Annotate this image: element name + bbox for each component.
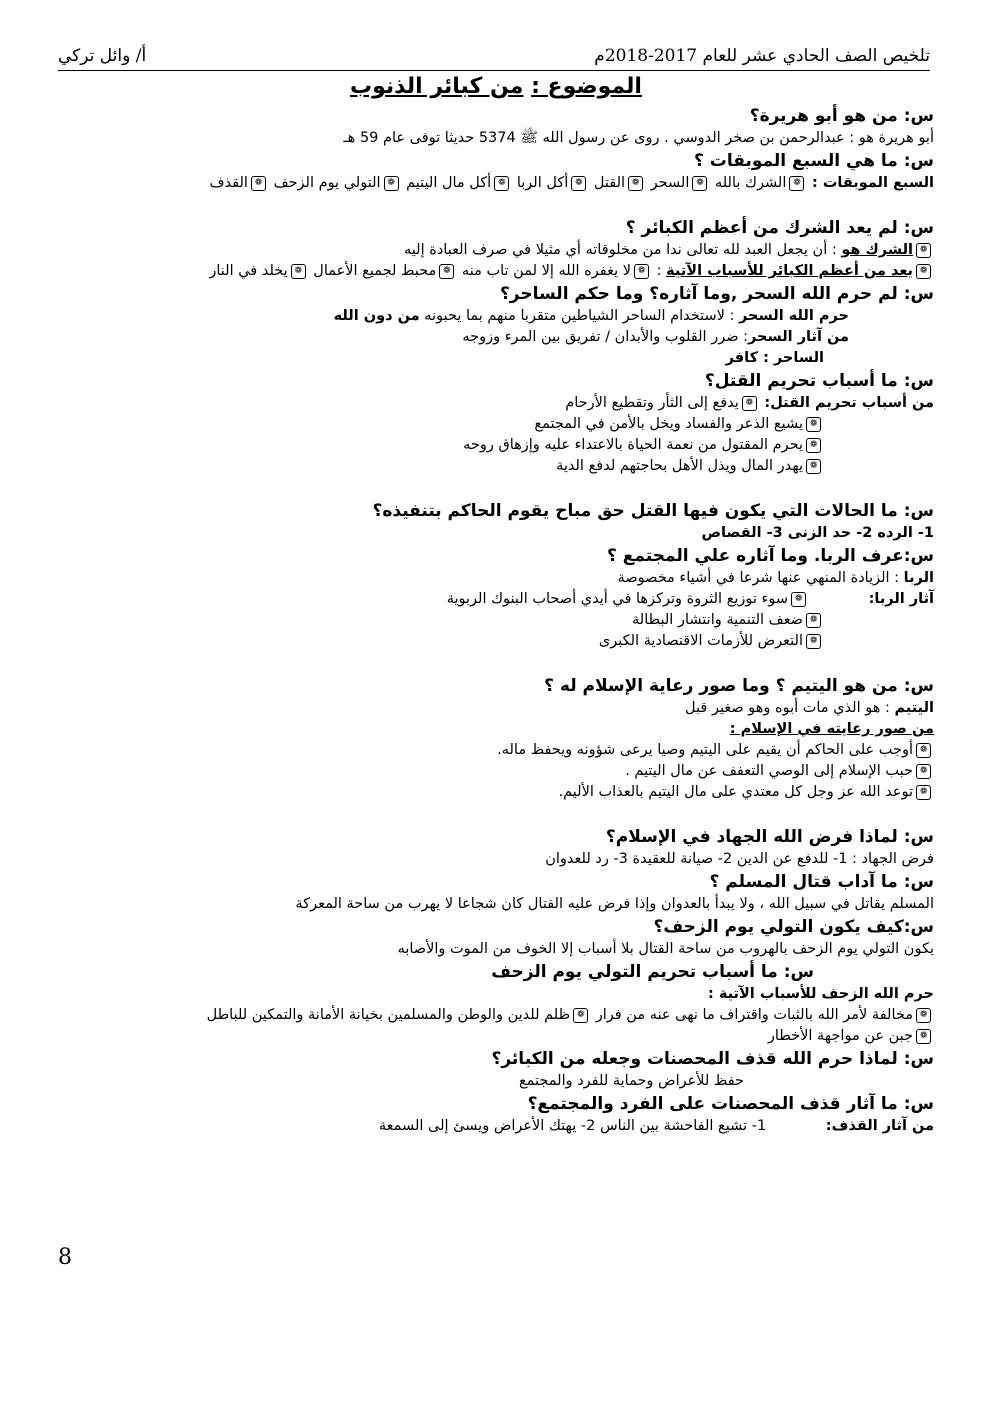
fleeing-reason: جبن عن مواجهة الأخطار: [767, 1028, 913, 1044]
ornament-icon: ❁: [742, 396, 757, 411]
answer-jihad: فرض الجهاد : 1- للدفع عن الدين 2- صيانة للعقيدة 3- رد للعدوان: [545, 851, 934, 867]
ornament-icon: ❁: [573, 1008, 588, 1023]
shirk-reason: محبط لجميع الأعمال: [313, 263, 437, 279]
ornament-icon: ❁: [916, 785, 931, 800]
answer-riba-definition: [60, 568, 934, 589]
answer-shirk-definition: [60, 240, 934, 261]
orphan-care-row: [60, 740, 934, 761]
sin-item: القتل: [593, 175, 626, 191]
answer-abu-hurairah: أبو هريرة هو : عبدالرحمن بن صخر الدوسي . روى عن رسول الله ﷺ 5374 حديثا توفى عام 59 هـ: [343, 130, 934, 146]
shirk-definition: : أن يجعل العبد لله تعالى ندا من مخلوقاته أي مثيلا في صرف العبادة إليه: [404, 242, 842, 258]
content-body: [60, 104, 934, 1137]
ornament-icon: ❁: [806, 459, 821, 474]
header-course-title: تلخيص الصف الحادي عشر للعام 2017-2018م: [594, 46, 930, 66]
slander-effects: 1- تشيع الفاحشة بين الناس 2- يهتك الأعراض ويسئ إلى السمعة: [378, 1118, 767, 1134]
ornament-icon: ❁: [916, 243, 931, 258]
ornament-icon: ❁: [806, 417, 821, 432]
answer-permitted-killing: 1- الرده 2- حد الزنى 3- القصاص: [701, 525, 934, 541]
ornament-icon: ❁: [791, 592, 806, 607]
ornament-icon: ❁: [916, 264, 931, 279]
ornament-icon: ❁: [806, 613, 821, 628]
question-jihad: س: لماذا فرض الله الجهاد في الإسلام؟: [605, 827, 934, 847]
ornament-icon: ❁: [806, 634, 821, 649]
riba-definition: : الزيادة المنهي عنها شرعا في أشياء مخصوصة: [617, 570, 904, 586]
sin-item: أكل الربا: [516, 175, 569, 191]
question-magic: س: لم حرم الله السحر ,وما آثاره؟ وما حكم الساحر؟: [499, 284, 934, 304]
ornament-icon: ❁: [291, 264, 306, 279]
title-prefix: الموضوع :: [531, 74, 642, 99]
ornament-icon: ❁: [692, 176, 707, 191]
shirk-term: الشرك هو: [841, 242, 913, 258]
ornament-icon: ❁: [628, 176, 643, 191]
orphan-term: اليتيم: [894, 700, 934, 716]
answer-slander-effects: [60, 1116, 934, 1137]
ornament-icon: ❁: [494, 176, 509, 191]
shirk-reason: لا يغفره الله إلا لمن تاب منه: [461, 263, 631, 279]
ornament-icon: ❁: [916, 1008, 931, 1023]
question-slander: س: لماذا حرم الله قذف المحصنات وجعله من الكبائر؟: [491, 1049, 934, 1069]
magic-term: حرم الله السحر: [739, 308, 849, 324]
killing-reasons-label: من أسباب تحريم القتل:: [764, 395, 934, 411]
fleeing-reason: مخالفة لأمر الله بالثبات واقتراف ما نهى عنه من فرار: [595, 1007, 913, 1023]
question-orphan: س: من هو اليتيم ؟ وما صور رعاية الإسلام له ؟: [544, 676, 934, 696]
answer-magic-ruling: [60, 306, 934, 327]
answer-killing-reasons: [60, 393, 934, 414]
killing-reason: يحرم المقتول من نعمة الحياة بالاعتداء عليه وإزهاق روحه: [463, 437, 803, 453]
ornament-icon: ❁: [571, 176, 586, 191]
question-killing: س: ما أسباب تحريم القتل؟: [704, 371, 934, 391]
question-fighting-ethics: س: ما آداب قتال المسلم ؟: [709, 872, 934, 892]
orphan-care-row: [60, 782, 934, 803]
riba-effect: سوء توزيع الثروة وتركزها في أيدي أصحاب البنوك الربوية: [446, 591, 788, 607]
riba-term: الربا: [903, 570, 934, 586]
ornament-icon: ❁: [251, 176, 266, 191]
ornament-icon: ❁: [916, 764, 931, 779]
answer-riba-effects: [60, 589, 934, 610]
orphan-care-item: توعد الله عز وجل كل معتدي على مال اليتيم بالعذاب الأليم.: [558, 784, 913, 800]
orphan-care-item: حبب الإسلام إلى الوصي التعفف عن مال اليتيم .: [625, 763, 913, 779]
magic-effects-label: من آثار السحر: [748, 329, 849, 345]
killing-reason: يشيع الذعر والفساد ويخل بالأمن في المجتمع: [534, 416, 803, 432]
riba-effect-row: [60, 631, 934, 652]
answer-fighting-ethics: المسلم يقاتل في سبيل الله ، ولا يبدأ بالعدوان وإذا فرض عليه القتال كان شجاعا لا يهرب من ساحة المعركة: [295, 896, 934, 912]
page-number: 8: [58, 1245, 72, 1270]
killing-reason: يدفع إلى الثأر وتقطيع الأرحام: [565, 395, 739, 411]
fleeing-reasons-label: حرم الله الزحف للأسباب الآتية :: [708, 986, 934, 1002]
orphan-care-label: من صور رعايته في الإسلام :: [729, 721, 934, 737]
question-abu-hurairah: س: من هو أبو هريرة؟: [749, 106, 934, 126]
question-slander-effects: س: ما آثار قذف المحصنات على الفرد والمجتمع؟: [527, 1094, 934, 1114]
question-permitted-killing: س: ما الحالات التي يكون فيها القتل حق مباح يقوم الحاكم بتنفيذه؟: [372, 501, 934, 521]
answer-shirk-reasons: ❁يعد من أعظم الكبائر للأسباب الآتية : ❁لا يغفره الله إلا لمن تاب منه ❁محبط لجميع الأعمال ❁يخلد في النار: [60, 261, 934, 282]
title-main: من كبائر الذنوب: [350, 74, 524, 99]
riba-effects-label: آثار الربا:: [868, 591, 934, 607]
killing-reason-row: [60, 435, 934, 456]
answer-magic-effects: [60, 327, 934, 348]
question-shirk: س: لم يعد الشرك من أعظم الكبائر ؟: [625, 218, 934, 238]
riba-effect: التعرض للأزمات الاقتصادية الكبرى: [598, 633, 803, 649]
seven-sins-label: السبع الموبقات :: [811, 175, 934, 191]
sin-item: الشرك بالله: [714, 175, 787, 191]
answer-fleeing: يكون التولي يوم الزحف بالهروب من ساحة القتال بلا أسباب إلا الخوف من الموت والأصابه: [397, 941, 934, 957]
riba-effect-row: [60, 610, 934, 631]
question-seven-sins: س: ما هي السبع الموبقات ؟: [693, 151, 934, 171]
question-fleeing-reasons: س: ما أسباب تحريم التولي يوم الزحف: [491, 962, 814, 982]
answer-slander: حفظ للأعراض وحماية للفرد والمجتمع: [518, 1073, 744, 1089]
sin-item: القذف: [209, 175, 248, 191]
answer-orphan-definition: [60, 698, 934, 719]
ornament-icon: ❁: [806, 438, 821, 453]
answer-seven-sins: [60, 173, 934, 194]
magic-reason: : لاستخدام الساحر الشياطين متقربا منهم بما يحبونه: [419, 308, 740, 324]
riba-effect: ضعف التنمية وانتشار البطالة: [632, 612, 803, 628]
question-fleeing: س:كيف يكون التولي يوم الزحف؟: [653, 917, 934, 937]
slander-effects-label: من آثار القذف:: [825, 1118, 934, 1134]
page-title: [0, 74, 992, 99]
ornament-icon: ❁: [916, 1029, 931, 1044]
orphan-care-row: [60, 761, 934, 782]
ornament-icon: ❁: [789, 176, 804, 191]
fleeing-reasons-row: [60, 1005, 934, 1026]
shirk-reasons-label: يعد من أعظم الكبائر للأسباب الآتية: [666, 263, 913, 279]
killing-reason: يهدر المال ويذل الأهل بحاجتهم لدفع الدية: [556, 458, 803, 474]
ornament-icon: ❁: [439, 264, 454, 279]
magic-effects: : ضرر القلوب والأبدان / تفريق بين المرء وزوجه: [462, 329, 749, 345]
orphan-definition: : هو الذي مات أبوه وهو صغير قبل: [685, 700, 895, 716]
magic-reason-tail: من دون الله: [333, 308, 420, 324]
killing-reason-row: [60, 414, 934, 435]
sin-item: التولي يوم الزحف: [273, 175, 381, 191]
fleeing-reason: ظلم للدين والوطن والمسلمين بخيانة الأمانة والتمكين للباطل: [206, 1007, 571, 1023]
ornament-icon: ❁: [916, 743, 931, 758]
answer-magician-ruling: الساحر : كافر: [725, 350, 824, 366]
sin-item: السحر: [650, 175, 690, 191]
question-riba: س:عرف الربا. وما آثاره علي المجتمع ؟: [606, 546, 934, 566]
ornament-icon: ❁: [384, 176, 399, 191]
shirk-reason: يخلد في النار: [209, 263, 288, 279]
fleeing-reasons-row: [60, 1026, 934, 1047]
sin-item: أكل مال اليتيم: [406, 175, 492, 191]
orphan-care-item: أوجب على الحاكم أن يقيم على اليتيم وصيا يرعى شؤونه ويحفظ ماله.: [497, 742, 913, 758]
ornament-icon: ❁: [634, 264, 649, 279]
killing-reason-row: [60, 456, 934, 477]
header-author: أ/ وائل تركي: [58, 46, 147, 66]
page-header: [58, 42, 930, 71]
